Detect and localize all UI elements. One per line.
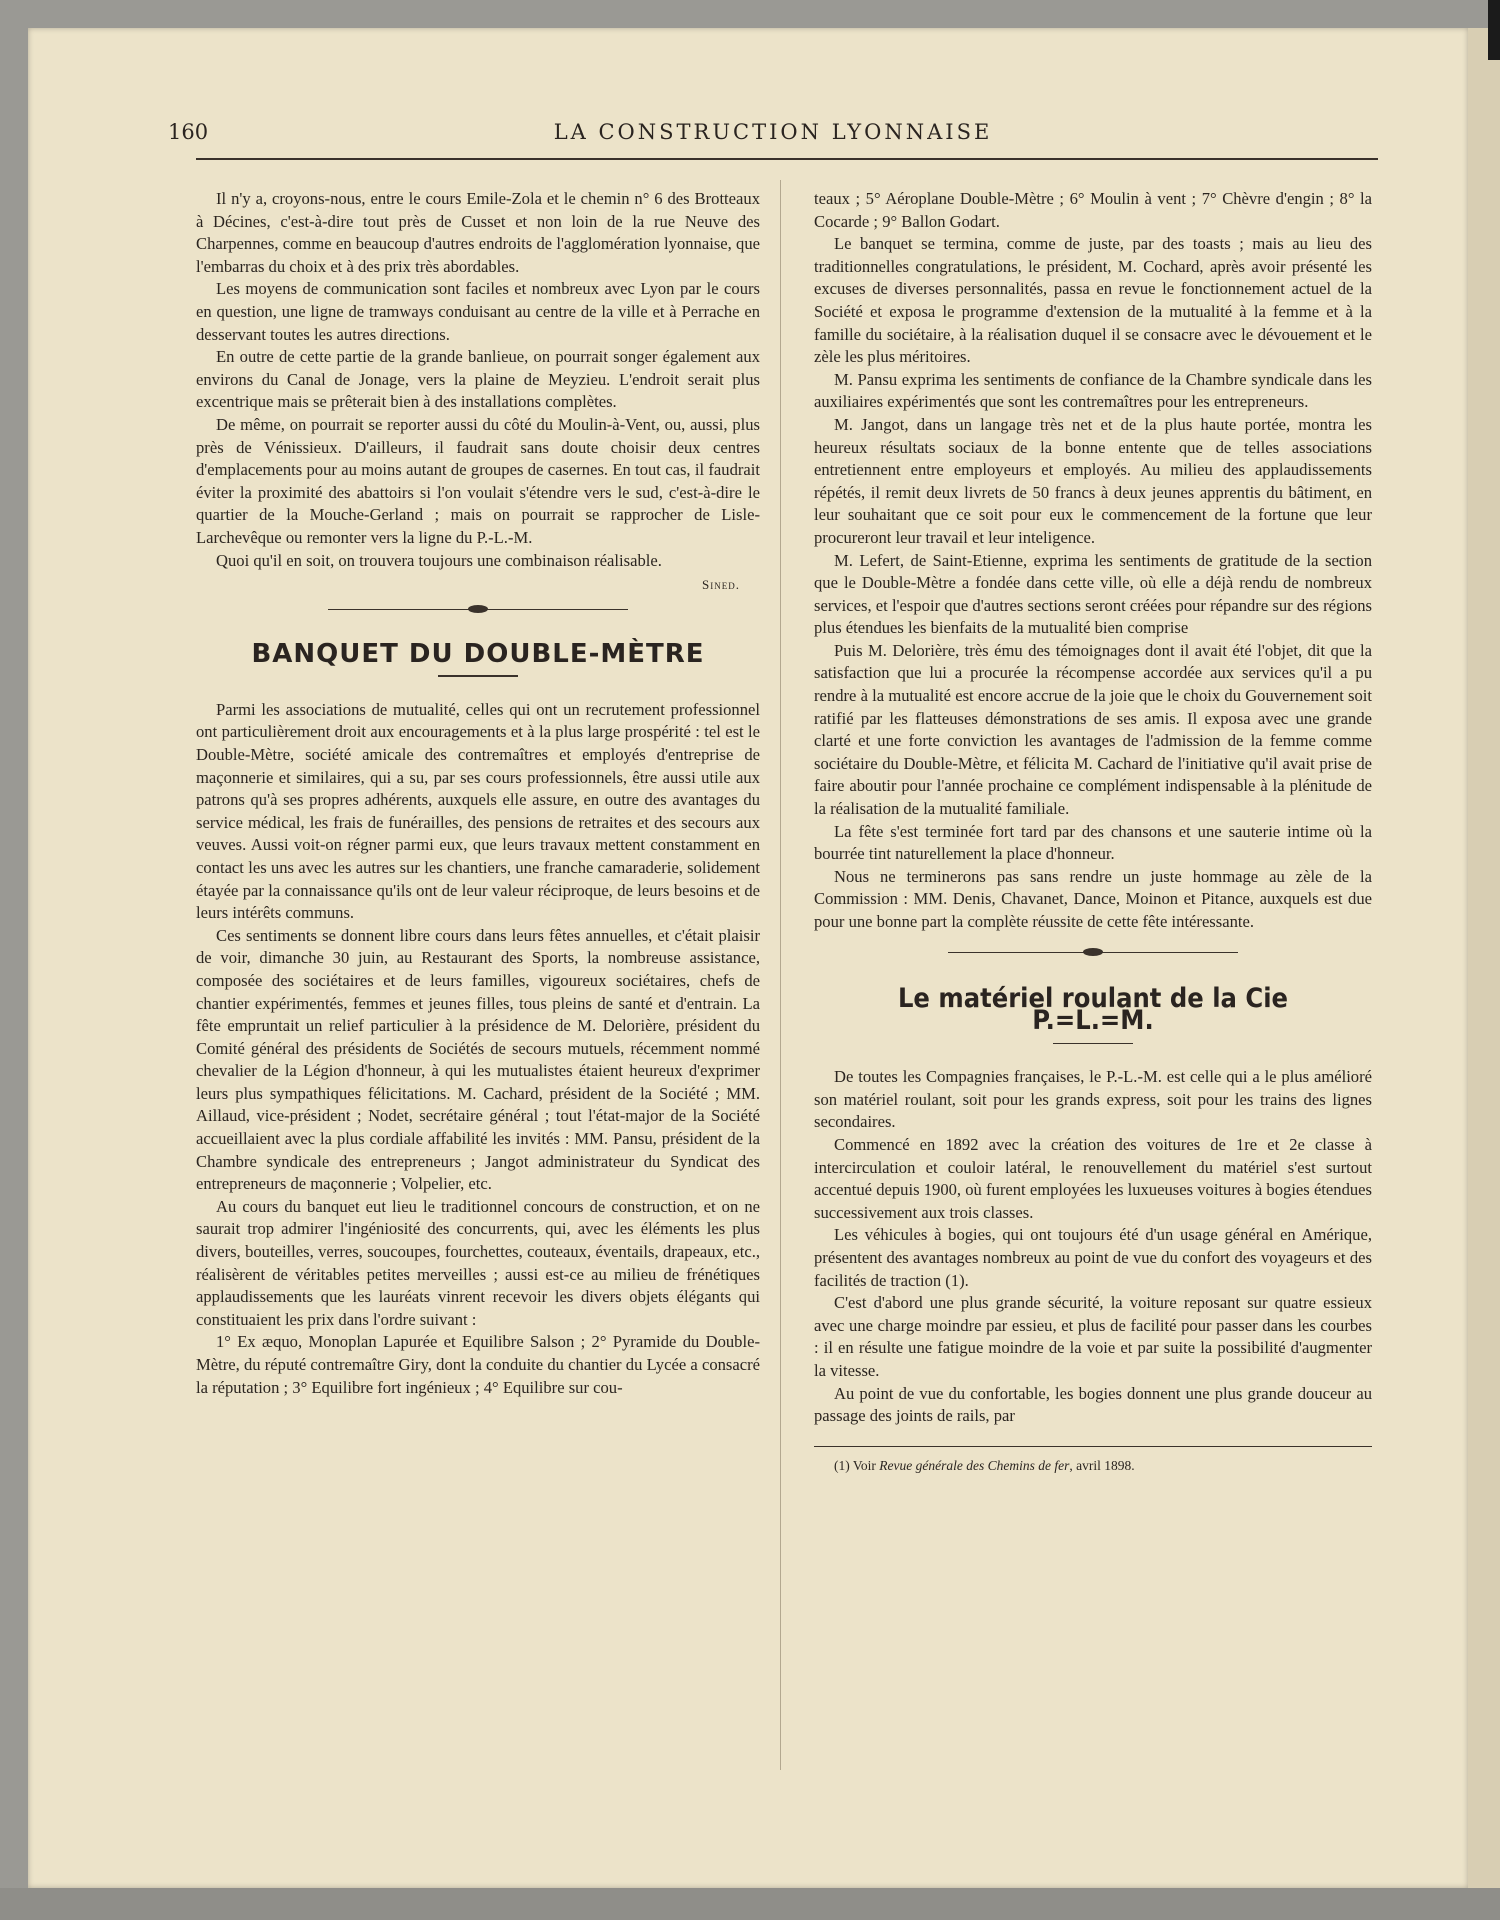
title-rule bbox=[438, 675, 518, 677]
paragraph: Au cours du banquet eut lieu le traditionnel concours de construction, et on ne saurait trop admirer l'ingéniosité des concurrents, qui, avec les éléments les plus divers, bouteilles, verres, soucoupes, fourchettes, couteaux, éventails, drapeaux, etc., réalisèrent de véritables petites merveilles ; aussi est-ce au milieu de frénétiques applaudissements que les lauréats vinrent recevoir les divers objets élégants qui constituaient les prix dans l'ordre suivant : bbox=[196, 1196, 760, 1329]
author-signature: Sined. bbox=[702, 577, 740, 593]
section-ornament bbox=[328, 601, 628, 619]
page-edge bbox=[1468, 28, 1500, 1888]
title-rule bbox=[1053, 1043, 1133, 1045]
paragraph: En outre de cette partie de la grande banlieue, on pourrait songer également aux environs du Canal de Jonage, vers la plaine de Meyzieu. L'endroit serait plus excentrique mais se prêterait bien à des installations complètes. bbox=[196, 347, 760, 412]
paragraph: Ces sentiments se donnent libre cours dans leurs fêtes annuelles, et c'était plaisir de voir, dimanche 30 juin, au Restaurant des Sports, la nombreuse assistance, composée des sociétaires et de leurs familles, vigoureux sociétaires, chefs de chantier expérimentés, femmes et jeunes filles, tous pleins de santé et d'entrain. La fête empruntait un relief particulier à la présidence de M. Delorière, président du Comité général des présidents de Sociétés de secours mutuels, récemment nommé chevalier de la Légion d'honneur, à qui les mutualistes étaient heureux d'exprimer leurs plus sympathiques félicitations. M. Cachard, président de la Société ; MM. Aillaud, vice-président ; Nodet, secrétaire général ; tout l'état-major de la Société accueillaient avec la plus cordiale affabilité les invités : MM. Pansu, président de la Chambre syndicale des entrepreneurs ; Jangot administrateur du Syndicat des entrepreneurs de maçonnerie ; Volpelier, etc. bbox=[196, 925, 760, 1194]
paragraph: Quoi qu'il en soit, on trouvera toujours une combinaison réalisable. bbox=[216, 550, 662, 570]
footnote-prefix: (1) Voir bbox=[834, 1457, 880, 1473]
paragraph: Le banquet se termina, comme de juste, par des toasts ; mais au lieu des traditionnelles congratulations, le président, M. Cochard, après avoir présenté les excuses de diverses personnalités, passa en revue le fonctionnement actuel de la Société et exposa le programme d'extension de la mutualité à la femme et à la famille du sociétaire, à la réalisation duquel il se consacre avec le dévouement et le zèle les plus méritoires. bbox=[814, 234, 1372, 367]
paragraph: Commencé en 1892 avec la création des voitures de 1re et 2e classe à intercirculation et couloir latéral, le renouvellement du matériel s'est surtout accentué depuis 1900, où furent employées les luxueuses voitures à bogies étendues successivement aux trois classes. bbox=[814, 1135, 1372, 1222]
paragraph: Il n'y a, croyons-nous, entre le cours Emile-Zola et le chemin n° 6 des Brotteaux à Décines, c'est-à-dire tout près de Cusset et non loin de la rue Neuve des Charpennes, comme en beaucoup d'autres endroits de l'agglomération lyonnaise, que l'embarras du choix et à des prix très abordables. bbox=[196, 189, 760, 276]
paragraph: Nous ne terminerons pas sans rendre un juste hommage au zèle de la Commission : MM. Denis, Chavanet, Dance, Moinon et Pitance, auxquels est due pour une bonne part la complète réussite de cette fête intéressante. bbox=[814, 866, 1372, 931]
article-title: Le matériel roulant de la Cie P.=L.=M. bbox=[897, 982, 1289, 1037]
paragraph: teaux ; 5° Aéroplane Double-Mètre ; 6° Moulin à vent ; 7° Chèvre d'engin ; 8° la Cocarde ; 9° Ballon Godart. bbox=[814, 189, 1372, 231]
right-column bbox=[814, 188, 1372, 1475]
header-rule bbox=[196, 158, 1378, 160]
paragraph: C'est d'abord une plus grande sécurité, la voiture reposant sur quatre essieux avec une charge moindre par essieu, et plus de facilité pour passer dans les courbes : il en résulte une fatigue moindre de la voie et par suite la possibilité d'augmenter la vitesse. bbox=[814, 1293, 1372, 1380]
paragraph: M. Pansu exprima les sentiments de confiance de la Chambre syndicale dans les auxiliaires expérimentés que sont les contremaîtres pour les entrepreneurs. bbox=[814, 369, 1372, 412]
paragraph: Puis M. Delorière, très ému des témoignages dont il avait été l'objet, dit que la satisfaction que lui a procurée la récompense accordée aux services qu'il a pu rendre à la mutualité est encore accrue de la joie que le choix du Gouvernement soit ratifié par les flatteuses démonstrations de ses amis. Il exposa avec une grande clarté et une forte conviction les avantages de l'admission de la femme comme sociétaire du Double-Mètre, et félicita M. Cachard de l'initiative qu'il avait prise de faire aboutir pour l'année prochaine ce complément indispensable à la plénitude de la réalisation de la mutualité familiale. bbox=[814, 640, 1372, 819]
paragraph: De toutes les Compagnies françaises, le P.-L.-M. est celle qui a le plus amélioré son matériel roulant, soit pour les grands express, soit pour les trains des lignes secondaires. bbox=[814, 1067, 1372, 1132]
paragraph: M. Lefert, de Saint-Etienne, exprima les sentiments de gratitude de la section que le Double-Mètre a fondée dans cette ville, où elle a déjà rendu de nombreux services, et l'espoir que d'autres sections seront créées pour répandre sur des régions plus étendues les bienfaits de la mutualité bien comprise bbox=[814, 550, 1372, 638]
footnote-rule bbox=[814, 1446, 1372, 1447]
footnote-journal: Revue générale des Chemins de fer bbox=[879, 1457, 1070, 1473]
page-number: 160 bbox=[168, 120, 209, 144]
paragraph: La fête s'est terminée fort tard par des chansons et une sauterie intime où la bourrée tint naturellement la place d'honneur. bbox=[814, 821, 1372, 864]
paragraph: Au point de vue du confortable, les bogies donnent une plus grande douceur au passage des joints de rails, par bbox=[814, 1383, 1372, 1426]
scan-background bbox=[0, 1888, 1500, 1920]
scan-corner-mark bbox=[1488, 0, 1500, 60]
paragraph: Les véhicules à bogies, qui ont toujours été d'un usage général en Amérique, présentent des avantages nombreux au point de vue du confort des voyageurs et des facilités de traction (1). bbox=[814, 1225, 1372, 1290]
paragraph: De même, on pourrait se reporter aussi du côté du Moulin-à-Vent, ou, aussi, plus près de Vénissieux. D'ailleurs, il faudrait sans doute choisir deux centres d'emplacements pour au moins autant de groupes de casernes. En tout cas, il faudrait éviter la proximité des abattoirs si l'on voulait s'étendre vers le sud, c'est-à-dire le quartier de la Mouche-Gerland ; mais on pourrait se rapprocher de Lisle-Larchevêque ou remonter vers la ligne du P.-L.-M. bbox=[196, 414, 760, 547]
footnote-suffix: , avril 1898. bbox=[1069, 1457, 1135, 1473]
footnote bbox=[814, 1457, 1372, 1475]
paragraph: 1° Ex æquo, Monoplan Lapurée et Equilibre Salson ; 2° Pyramide du Double-Mètre, du réputé contremaître Giry, dont la conduite du chantier du Lycée a consacré la réputation ; 3° Equilibre fort ingénieux ; 4° Equilibre sur cou- bbox=[196, 1332, 760, 1397]
left-column bbox=[196, 188, 760, 1399]
article-title: BANQUET DU DOUBLE-MÈTRE bbox=[251, 638, 705, 669]
journal-title: LA CONSTRUCTION LYONNAISE bbox=[553, 120, 993, 144]
section-ornament bbox=[948, 944, 1238, 962]
column-divider bbox=[780, 180, 781, 1770]
paragraph: M. Jangot, dans un langage très net et de la plus haute portée, montra les heureux résultats sociaux de la bonne entente que de telles associations entretiennent entre employeurs et employés. Au milieu des applaudissements répétés, il remit deux livrets de 50 francs à deux jeunes apprentis du bâtiment, en leur souhaitant que ce soit pour eux le commencement de la fortune que leur procureront leur travail et leur inteligence. bbox=[814, 414, 1372, 547]
paragraph: Les moyens de communication sont faciles et nombreux avec Lyon par le cours en question, une ligne de tramways conduisant au centre de la ville et à Perrache en desservant toutes les autres directions. bbox=[196, 279, 760, 344]
paragraph: Parmi les associations de mutualité, celles qui ont un recrutement professionnel ont particulièrement droit aux encouragements et à la plus large prospérité : tel est le Double-Mètre, société amicale des contremaîtres et employés d'entreprise de maçonnerie et similaires, qui a su, par ses cours professionnels, être aussi utile aux patrons qu'à ses propres adhérents, auxquels elle assure, en outre des avantages du service médical, les frais de funérailles, des pensions de retraites et des secours aux veuves. Aussi voit-on régner parmi eux, que leurs travaux mettent constamment en contact les uns avec les autres sur les chantiers, une franche camaraderie, solidement étayée par la connaissance qu'ils ont de leur valeur réciproque, de leurs besoins et de leurs intérêts communs. bbox=[196, 699, 760, 923]
